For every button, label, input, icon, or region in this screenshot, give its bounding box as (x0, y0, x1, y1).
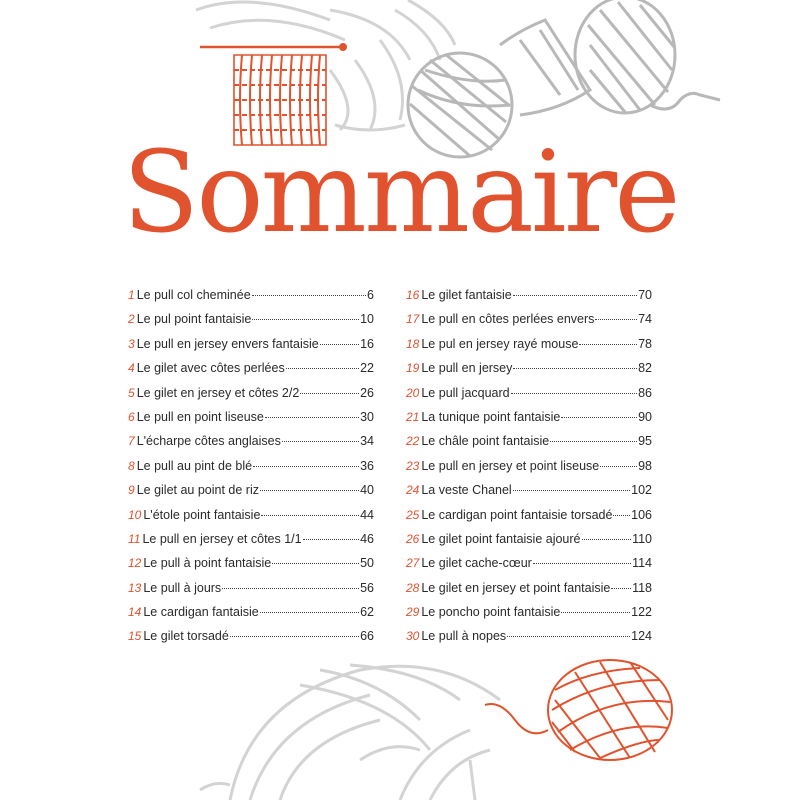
toc-entry-page: 82 (638, 361, 652, 376)
toc-entry (406, 312, 652, 336)
toc-entry-number: 11 (128, 531, 141, 546)
toc-entry (406, 288, 652, 312)
dot-leader (582, 539, 632, 540)
toc-entry-label: Le gilet en jersey et point fantaisie (421, 580, 611, 595)
dot-leader (252, 295, 366, 296)
toc-entry (406, 337, 652, 361)
toc-entry-page: 98 (638, 458, 652, 473)
dot-leader (286, 368, 359, 369)
dot-leader (260, 612, 359, 613)
toc-entry-number: 2 (128, 312, 135, 327)
toc-entry-label: Le gilet au point de riz (136, 483, 259, 498)
yarn-ball-icon (200, 665, 500, 800)
dot-leader (579, 344, 637, 345)
toc-entry-number: 24 (406, 483, 420, 498)
toc-entry (128, 581, 374, 605)
toc-entry-number: 1 (128, 288, 135, 302)
dot-leader (222, 588, 359, 589)
dot-leader (595, 319, 637, 320)
toc-entry-label: Le châle point fantaisie (421, 434, 550, 449)
toc-entry-label: Le pull au pint de blé (136, 458, 253, 473)
dot-leader (252, 319, 359, 320)
dot-leader (320, 344, 359, 345)
toc-entry-number: 4 (128, 361, 135, 376)
toc-entry-page: 10 (360, 312, 374, 327)
dot-leader (513, 368, 637, 369)
toc-entry-page: 56 (360, 580, 374, 595)
dot-leader (282, 441, 359, 442)
toc-entry-label: Le gilet torsadé (143, 629, 229, 644)
toc-entry-label: Le pull en jersey envers fantaisie (136, 336, 319, 351)
toc-entry (406, 556, 652, 580)
toc-entry-number: 6 (128, 409, 135, 424)
toc-entry-number: 25 (406, 507, 420, 522)
dot-leader (550, 441, 637, 442)
toc-entry-number: 13 (128, 580, 142, 595)
toc-entry-page: 26 (360, 385, 374, 400)
toc-column-right (406, 288, 652, 654)
toc-entry-label: La veste Chanel (421, 483, 512, 498)
toc-entry (128, 386, 374, 410)
toc-entry-page: 66 (360, 629, 374, 644)
page-title: Sommaire (122, 128, 678, 258)
toc-entry-number: 20 (406, 385, 420, 400)
toc-entry-page: 34 (360, 434, 374, 449)
toc-entry-number: 26 (406, 531, 420, 546)
toc-entry-page: 74 (638, 312, 652, 327)
toc-entry (128, 508, 374, 532)
toc-entry-page: 78 (638, 336, 652, 351)
toc-entry-page: 124 (631, 629, 652, 644)
dot-leader (513, 295, 637, 296)
toc-entry (128, 556, 374, 580)
toc-entry-label: Le cardigan fantaisie (143, 605, 259, 620)
toc-entry-page: 95 (638, 434, 652, 449)
toc-entry-label: La tunique point fantaisie (421, 409, 561, 424)
dot-leader (533, 563, 631, 564)
toc-entry (406, 508, 652, 532)
dot-leader (272, 563, 359, 564)
toc-entry-label: Le gilet avec côtes perlées (136, 361, 285, 376)
toc-entry-number: 14 (128, 605, 142, 620)
dot-leader (613, 515, 630, 516)
toc-entry (406, 483, 652, 507)
toc-entry-page: 86 (638, 385, 652, 400)
toc-entry-number: 15 (128, 629, 142, 644)
toc-entry-page: 22 (360, 361, 374, 376)
dot-leader (230, 636, 359, 637)
toc-entry-page: 36 (360, 458, 374, 473)
toc-entry (406, 386, 652, 410)
toc-entry-number: 28 (406, 580, 420, 595)
toc-entry (128, 312, 374, 336)
toc-entry-page: 122 (631, 605, 652, 620)
toc-entry-label: Le pul en jersey rayé mouse (421, 336, 579, 351)
dot-leader (561, 612, 630, 613)
toc-entry-number: 5 (128, 385, 135, 400)
toc-entry-label: L'écharpe côtes anglaises (136, 434, 281, 449)
toc-column-left (128, 288, 374, 654)
dot-leader (265, 417, 359, 418)
toc-entry (406, 361, 652, 385)
toc-entry-label: Le pull à jours (143, 580, 222, 595)
toc-entry-label: L'étole point fantaisie (143, 507, 261, 522)
toc-entry-number: 7 (128, 434, 135, 449)
toc-entry-label: Le pull à point fantaisie (143, 556, 272, 571)
toc-entry (128, 459, 374, 483)
yarn-bottom-illustration (0, 640, 800, 800)
toc-entry (128, 361, 374, 385)
toc-entry-label: Le gilet point fantaisie ajouré (421, 531, 581, 546)
toc-entry-page: 46 (360, 531, 374, 546)
dot-leader (260, 490, 359, 491)
dot-leader (611, 588, 631, 589)
dot-leader (507, 636, 630, 637)
toc-entry-label: Le pull col cheminée (136, 288, 251, 302)
toc-entry-number: 8 (128, 458, 135, 473)
toc-entry-label: Le gilet en jersey et côtes 2/2 (136, 385, 300, 400)
toc-entry-number: 18 (406, 336, 420, 351)
toc-entry-number: 21 (406, 409, 420, 424)
toc-entry (406, 532, 652, 556)
dot-leader (303, 539, 360, 540)
toc-entry-page: 62 (360, 605, 374, 620)
toc-entry-page: 6 (367, 288, 374, 302)
toc-entry-page: 110 (632, 531, 652, 546)
toc-entry (128, 288, 374, 312)
toc-entry (128, 410, 374, 434)
toc-entry (128, 605, 374, 629)
toc-entry (406, 410, 652, 434)
yarn-ball-orange-icon (485, 660, 672, 760)
toc-entry (128, 532, 374, 556)
toc-entry (406, 581, 652, 605)
toc-entry-label: Le gilet fantaisie (421, 288, 512, 302)
toc-entry-label: Le pull en jersey et point liseuse (421, 458, 600, 473)
toc-entry-page: 102 (631, 483, 652, 498)
toc-entry-number: 27 (406, 556, 420, 571)
toc-entry-label: Le pull en côtes perlées envers (421, 312, 595, 327)
toc-entry-number: 10 (128, 507, 142, 522)
toc-entry-number: 19 (406, 361, 420, 376)
toc-entry-number: 16 (406, 288, 420, 302)
toc-entry-page: 70 (638, 288, 652, 302)
toc-entry (406, 459, 652, 483)
toc-entry-label: Le cardigan point fantaisie torsadé (421, 507, 613, 522)
toc-entry-page: 118 (632, 580, 652, 595)
toc-entry-number: 17 (406, 312, 420, 327)
toc-entry-number: 3 (128, 336, 135, 351)
toc-entry-page: 90 (638, 409, 652, 424)
dot-leader (300, 393, 359, 394)
toc-entry-number: 30 (406, 629, 420, 644)
toc-entry-page: 114 (632, 556, 652, 571)
toc-entry (128, 337, 374, 361)
toc-entry-label: Le pull en point liseuse (136, 409, 264, 424)
toc-entry-number: 12 (128, 556, 142, 571)
dot-leader (561, 417, 637, 418)
toc-entry-number: 23 (406, 458, 420, 473)
dot-leader (513, 490, 630, 491)
toc-entry (128, 483, 374, 507)
toc-entry-label: Le pul point fantaisie (136, 312, 252, 327)
toc-entry-page: 44 (360, 507, 374, 522)
toc-entry-label: Le poncho point fantaisie (421, 605, 561, 620)
toc-entry (128, 434, 374, 458)
toc-entry-number: 22 (406, 434, 420, 449)
dot-leader (511, 393, 637, 394)
toc-entry-label: Le pull jacquard (421, 385, 510, 400)
toc-entry (406, 605, 652, 629)
toc-entry-page: 30 (360, 409, 374, 424)
toc-entry-label: Le pull en jersey et côtes 1/1 (142, 531, 302, 546)
toc-entry-page: 40 (360, 483, 374, 498)
toc-entry-page: 16 (360, 336, 374, 351)
toc-entry-number: 29 (406, 605, 420, 620)
toc-entry-page: 50 (360, 556, 374, 571)
dot-leader (253, 466, 359, 467)
toc-entry-label: Le gilet cache-cœur (421, 556, 532, 571)
dot-leader (261, 515, 359, 516)
toc-entry-label: Le pull à nopes (421, 629, 507, 644)
dot-leader (600, 466, 637, 467)
toc-entry (406, 434, 652, 458)
toc-entry-number: 9 (128, 483, 135, 498)
toc-entry-page: 106 (631, 507, 652, 522)
toc-entry-label: Le pull en jersey (421, 361, 513, 376)
